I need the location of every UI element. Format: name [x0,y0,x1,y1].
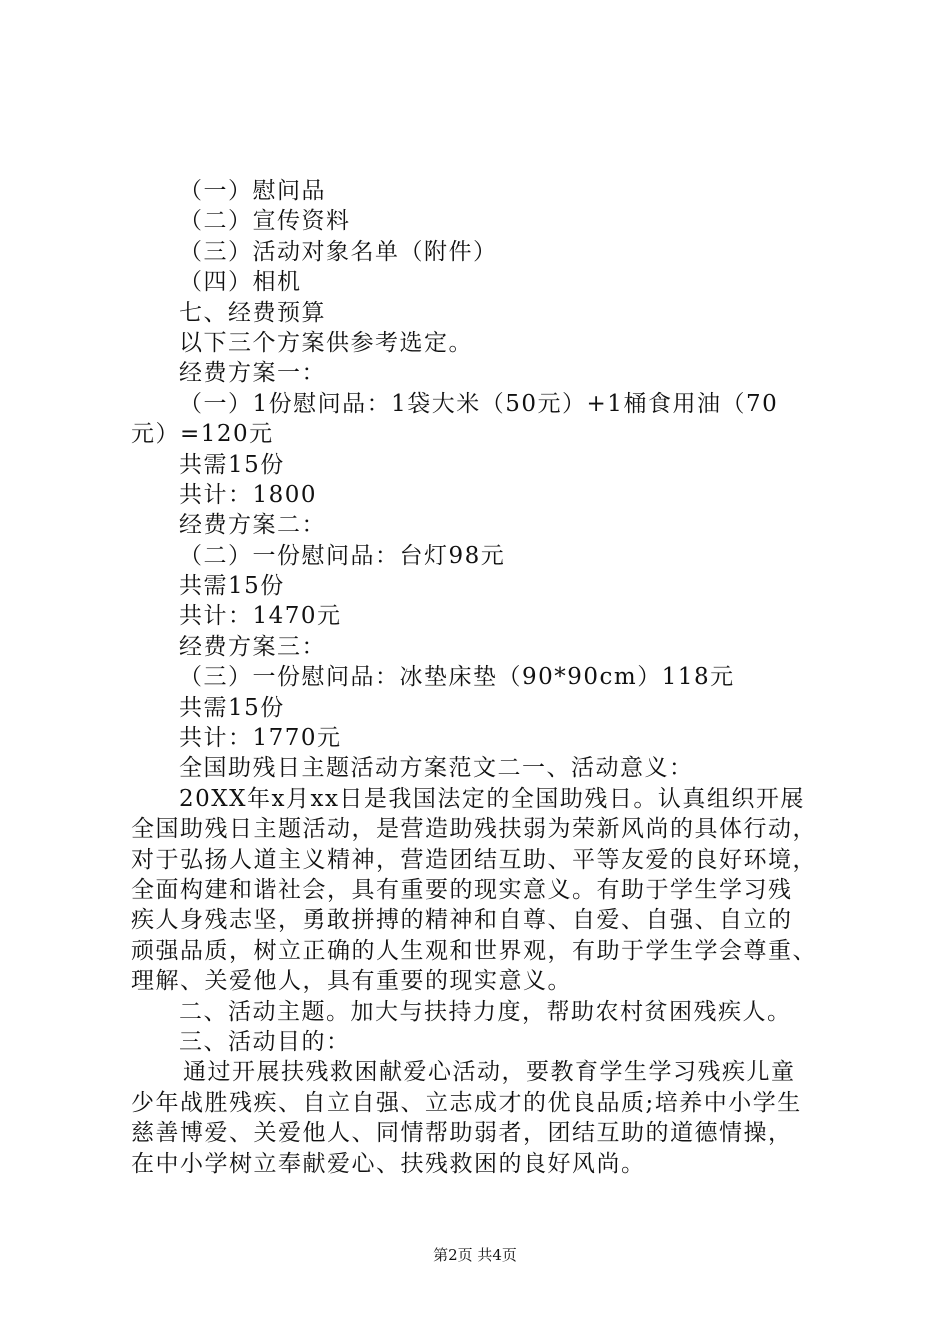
text-line: （二）宣传资料 [179,208,351,235]
paragraph-line: 对于弘扬人道主义精神，营造团结互助、平等友爱的良好环境， [131,846,817,873]
text-line: 经费方案二： [179,512,326,539]
text-line: 经费方案三： [179,633,326,660]
section-heading: 二、活动主题。加大与扶持力度，帮助农村贫困残疾人。 [179,998,792,1025]
text-line: 以下三个方案供参考选定。 [179,329,473,356]
text-line: 共需15份 [179,451,285,478]
page-footer [0,1245,950,1265]
paragraph-line: 疾人身残志坚，勇敢拼搏的精神和自尊、自爱、自强、自立的 [131,907,793,934]
paragraph-line: 在中小学树立奉献爱心、扶残救困的良好风尚。 [131,1150,646,1177]
text-line: 共需15份 [179,573,285,600]
paragraph-line: 理解、关爱他人，具有重要的现实意义。 [131,968,572,995]
text-line: 共计：1770元 [179,725,342,752]
document-body [131,176,843,1179]
paragraph-line: 顽强品质，树立正确的人生观和世界观，有助于学生学会尊重、 [131,937,817,964]
paragraph-line: 慈善博爱、关爱他人、同情帮助弱者，团结互助的道德情操， [131,1120,793,1147]
section-heading: 全国助残日主题活动方案范文二一、活动意义： [179,755,694,782]
paragraph-line: 全面构建和谐社会，具有重要的现实意义。有助于学生学习残 [131,876,793,903]
text-line: 共计：1470元 [179,603,342,630]
text-line: （一）1份慰问品：1袋大米（50元）+1桶食用油（70 [179,390,779,417]
text-line: 元）=120元 [131,421,274,448]
page-number-info: 第2页 共4页 [433,1246,517,1264]
text-line: （四）相机 [179,269,302,296]
text-line: 共需15份 [179,694,285,721]
text-line: 经费方案一： [179,360,326,387]
paragraph-line: 通过开展扶残救困献爱心活动，要教育学生学习残疾儿童 [183,1059,796,1086]
paragraph-line: 少年战胜残疾、自立自强、立志成才的优良品质;培养中小学生 [131,1089,802,1116]
paragraph-line: 全国助残日主题活动，是营造助残扶弱为荣新风尚的具体行动， [131,816,817,843]
paragraph-line: 20XX年x月xx日是我国法定的全国助残日。认真组织开展 [179,785,805,812]
section-heading: 三、活动目的： [179,1028,351,1055]
section-heading: 七、经费预算 [179,299,326,326]
text-line: （一）慰问品 [179,178,326,204]
text-line: （三）活动对象名单（附件） [179,238,498,265]
text-line: 共计：1800 [179,481,318,508]
text-line: （三）一份慰问品：冰垫床垫（90*90cm）118元 [179,664,735,691]
text-line: （二）一份慰问品：台灯98元 [179,542,506,569]
